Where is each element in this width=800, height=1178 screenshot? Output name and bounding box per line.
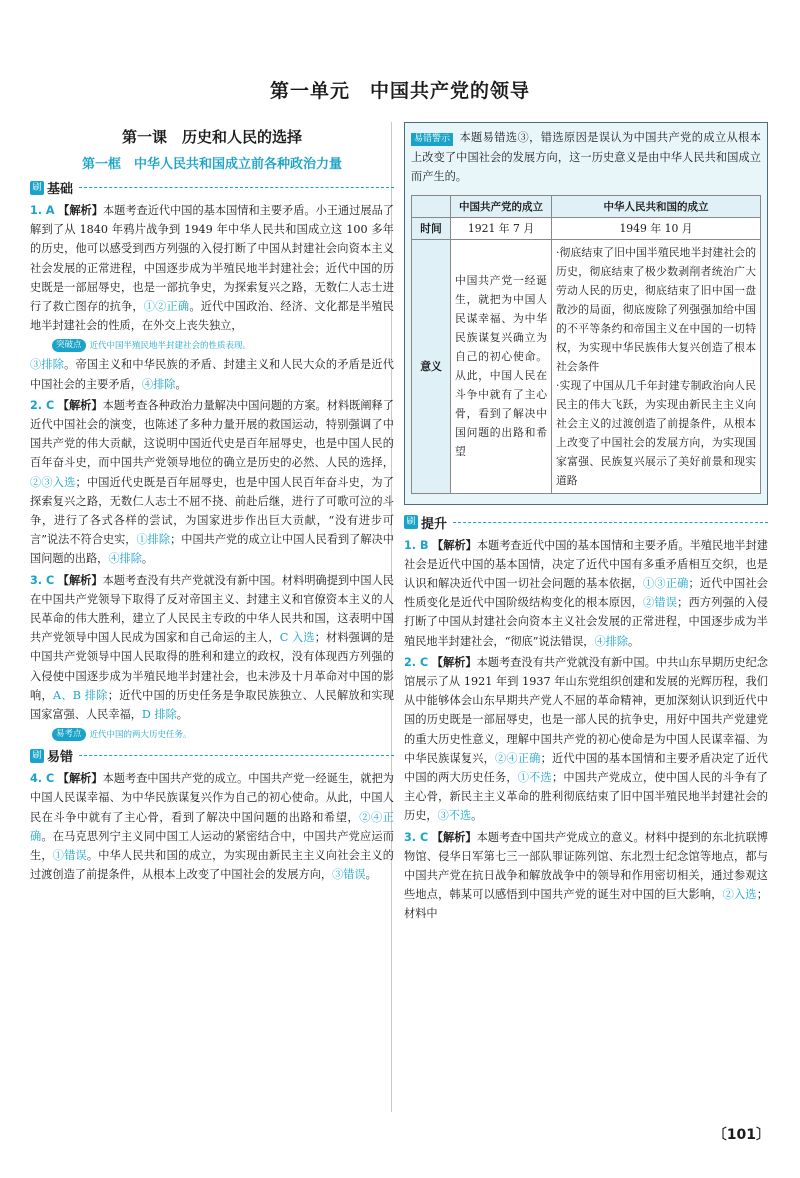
verdict: ④排除 [594,634,629,648]
item-text: ；近代中国社会性质变化是近代中国阶级结构变化的根本原因， [404,576,768,610]
answer-item-4 [30,769,394,884]
verdict: D 排除 [141,708,177,722]
item-text: 。 [365,868,377,882]
table-row [412,239,761,493]
item-text: 。 [628,634,640,648]
table-header-cell [412,195,451,217]
warning-badge: 易错警示 [411,133,453,146]
answer-item-1 [30,201,394,335]
item-text: 。在马克思列宁主义同中国工人运动的紧密结合中，中国共产党应运而生， [30,829,394,863]
table-cell [552,239,761,493]
table-cell: 中国共产党一经诞生，就把为中国人民谋幸福、为中华民族谋复兴确立为自己的初心使命。从此，中国人民在斗争中就有了主心骨，看到了解决中国问题的出路和希望 [451,239,552,493]
verdict: ①不选 [517,770,552,784]
item-text: ；中国共产党的成立让中国人民看到了解决中国问题的出路， [30,533,394,566]
section-rule [79,187,394,188]
verdict: ②入选 [722,888,757,902]
verdict: C 入选 [279,631,315,645]
item-number: 1. A [30,204,55,217]
item-number: 2. C [30,398,55,412]
error-warning-box [404,122,768,505]
item-text: ；材料中 [404,888,768,921]
answer-item-adv-3 [404,828,768,924]
table-header-cell: 中国共产党的成立 [451,195,552,217]
verdict: ①错误 [52,849,87,863]
verdict: ④排除 [108,552,142,566]
analysis-tag: 【解析】 [432,537,477,552]
item-text: 。 [176,708,188,722]
verdict: ④排除 [141,377,176,391]
item-text: 本题考查没有共产党就没有新中国。材料明确提到中国人民在中国共产党领导下取得了反对帝国主义、封建主义和官僚资本主义的人民革命的伟大胜利，建立了人民民主专政的中华人民共和国，这表明中国共产党领导中国人民成为国家和自己命运的主人， [30,573,394,645]
item-text: 本题考查近代中国的基本国情和主要矛盾。半殖民地半封建社会是近代中国的基本国情，决定了近代中国有多重矛盾相互交织，也是认识和解决近代中国一切社会问题的基本依据， [404,538,768,590]
comparison-table [411,195,761,494]
verdict: ②③入选 [30,475,76,489]
item-number: 3. C [404,830,429,844]
left-column [30,120,394,887]
section-badge: 刷 [30,749,44,763]
verdict: ③排除 [30,358,65,372]
lesson-title: 第一课 历史和人民的选择 [121,128,302,146]
analysis-tag: 【解析】 [57,771,103,786]
item-text: 本题考查中国共产党成立的意义。材料中提到的东北抗联博物馆、侵华日军第七三一部队罪证陈列馆、东北烈士纪念馆等地点，都与中国共产党在抗日战争和解放战争中的领导和作用密切相关，通过参观这些地点，韩某可以感悟到中国共产党的诞生对中国的巨大影响， [404,830,768,902]
warning-text: 本题易错选③，错选原因是误认为中国共产党的成立从根本上改变了中国社会的发展方向，这一历史意义是由中华人民共和国成立而产生的。 [411,131,761,183]
table-cell: 1949 年 10 月 [552,217,761,239]
meaning-point: ·实现了中国从几千年封建专制政治向人民民主的伟大飞跃，为实现由新民主主义向社会主义的过渡创造了前提条件，从根本上改变了中国社会的发展方向，为实现国家富强、民族复兴展示了美好前景和现实道路 [556,378,756,487]
section-label: 提升 [421,516,448,532]
section-rule [453,522,768,523]
analysis-tag: 【解析】 [57,397,103,412]
item-number: 2. C [404,655,429,669]
item-text: 本题考查近代中国的基本国情和主要矛盾。小王通过展品了解到了从 1840 年鸦片战争到 1949 年中华人民共和国成立这 100 多年的历史，他可以感受到西方列强的入侵打断了中国从封建社会向资本主义社会发展的正常进程，中国逐步成为半殖民地半封建社会；近代中国的历史既是一部屈辱史，也是一部抗争史，为探索复兴之路，无数仁人志士进行了救亡图存的抗争， [30,204,394,314]
section-badge: 刷 [30,181,44,195]
item-text: ；中国近代史既是百年屈辱史，也是中国人民百年奋斗史，为了探索复兴之路，无数仁人志士不屈不挠、前赴后继，进行了可歌可泣的斗争，进行了各式各样的尝试，为国家进步作出巨大贡献，“没有进步可言”说法不符合史实， [30,475,394,547]
item-text: ；中国共产党成立，使中国人民的斗争有了主心骨，新民主主义革命的胜利彻底结束了旧中国半殖民地半封建社会的历史， [404,770,768,823]
section-header-error [30,746,394,765]
right-column [404,120,768,926]
item-text: 。帝国主义和中华民族的矛盾、封建主义和人民大众的矛盾是近代中国社会的主要矛盾， [30,358,394,391]
key-point-note [52,337,394,353]
warning-text-block [411,128,761,187]
verdict: ②④正确 [495,751,541,765]
item-number: 1. B [404,538,429,552]
section-badge: 刷 [404,515,418,529]
section-header-basic [30,178,394,197]
analysis-tag: 【解析】 [58,203,103,217]
item-text: 。 [141,552,154,566]
section-label: 易错 [47,750,74,766]
verdict: ①③正确 [642,576,689,590]
answer-item-adv-2 [404,653,768,826]
verdict: A、B 排除 [52,688,108,702]
analysis-tag: 【解析】 [431,654,477,669]
item-text: 本题考查中国共产党的成立。中国共产党一经诞生，就把为中国人民谋幸福、为中华民族谋复兴作为自己的初心使命。从此，中国人民在斗争中就有了主心骨，看到了解决中国问题的出路和希望， [30,772,394,824]
frame-title: 第一框 中华人民共和国成立前各种政治力量 [81,157,342,172]
answer-item-adv-1 [404,536,768,651]
item-text: 。 [175,377,187,391]
table-header-cell: 中华人民共和国的成立 [552,195,761,217]
answer-item-2 [30,396,394,569]
item-text: 。 [471,809,483,823]
answer-item-1-continued [30,355,394,393]
item-text: 本题考查各种政治力量解决中国问题的方案。材料既阐释了近代中国社会的演变，也陈述了多种力量开展的救国运动，特别强调了中国共产党的伟大贡献，这说明中国近代史是百年屈辱史，也是中国人民的百年奋斗史，而中国共产党领导地位的确立是历史的必然、人民的选择， [30,398,394,470]
analysis-tag: 【解析】 [431,829,477,844]
key-point-note [52,726,394,742]
item-text: 本题考查没有共产党就没有新中国。中共山东早期历史纪念馆展示了从 1921 年到 1937 年山东党组织创建和发展的光辉历程，我们从中能够体会山东早期共产党人不屈的革命精神，更加深刻认识到近代中国的历史既是一部屈辱史，也是一部人民的抗争史，用好中国共产党建党的重大历史性意义，理解中国共产党的初心使命是为中国人民谋幸福、为中华民族谋复兴， [404,655,768,765]
section-rule [79,755,394,756]
note-badge: 易考点 [52,728,86,741]
item-number: 4. C [30,772,55,786]
note-badge: 突破点 [52,339,86,352]
page-number-value: 101 [726,1127,756,1143]
item-text: ；近代中国的基本国情和主要矛盾决定了近代中国的两大历史任务， [404,751,768,784]
item-text: ；近代中国的历史任务是争取民族独立、人民解放和实现国家富强、人民幸福， [30,688,394,722]
verdict: ②④正确 [30,810,394,843]
table-header-row [412,195,761,217]
meaning-point: ·彻底结束了旧中国半殖民地半封建社会的历史，彻底结束了极少数剥削者统治广大劳动人民的历史，彻底结束了旧中国一盘散沙的局面，彻底废除了列强强加给中国的不平等条约和帝国主义在中国的一切特权，为实现中华民族伟大复兴创造了根本社会条件 [556,245,756,373]
item-text: ；材料强调的是中国共产党领导中国人民取得的胜利和建立的政权，没有体现西方列强的入侵使中国逐步成为半殖民地半封建社会，也未涉及十月革命对中国的影响， [30,631,394,702]
section-header-advance [404,513,768,532]
row-header: 时间 [412,217,451,239]
verdict: ①排除 [136,533,171,547]
note-text: 近代中国的两大历史任务。 [89,730,192,741]
answer-item-3 [30,571,394,725]
verdict: ③不选 [437,809,472,823]
verdict: ②错误 [642,596,678,610]
verdict: ③错误 [332,868,366,882]
page-number: 〔101〕 [712,1127,770,1143]
row-header: 意义 [412,239,451,493]
section-label: 基础 [47,182,74,197]
table-row [412,217,761,239]
analysis-tag: 【解析】 [57,572,103,587]
note-text: 近代中国半殖民地半封建社会的性质表现。 [89,341,252,352]
item-text: ；西方列强的入侵打断了中国从封建社会向资本主义社会发展的正常进程，中国逐步成为半殖民地半封建社会，“彻底”说法错误， [404,596,768,648]
item-text: 。近代中国政治、经济、文化都是半殖民地半封建社会的性质，在外交上丧失独立， [30,300,394,333]
item-text: 。中华人民共和国的成立，为实现由新民主主义向社会主义的过渡创造了前提条件，从根本上改变了中国社会的发展方向， [30,849,394,882]
table-cell: 1921 年 7 月 [451,217,552,239]
verdict: ①②正确 [143,300,190,314]
item-number: 3. C [30,573,55,587]
unit-title: 第一单元 中国共产党的领导 [269,80,530,102]
